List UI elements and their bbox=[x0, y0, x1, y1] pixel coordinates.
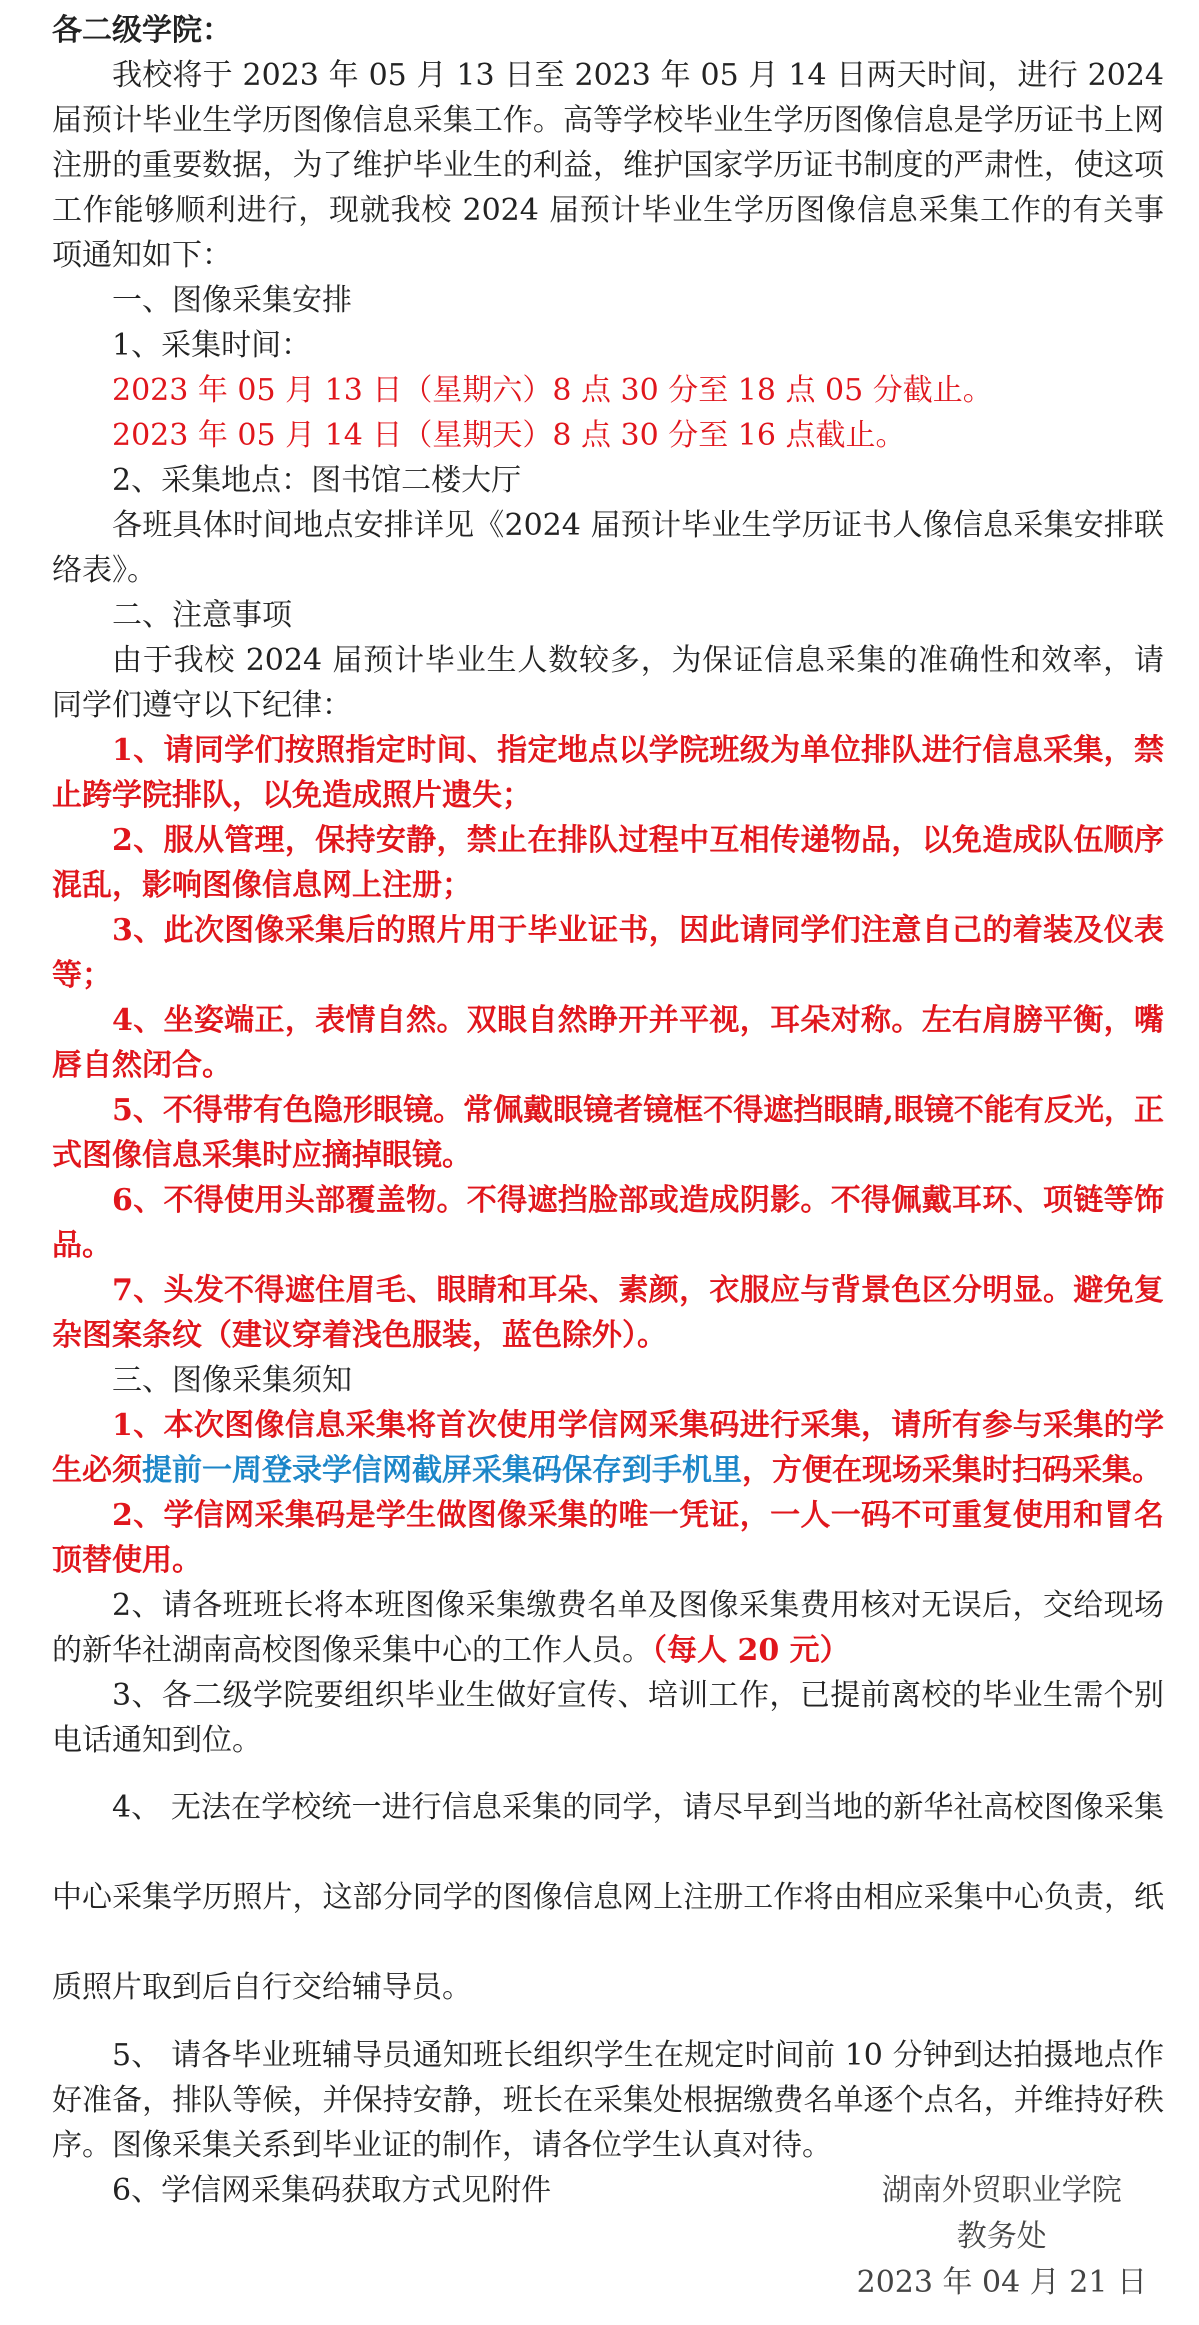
collection-code-item bbox=[52, 1403, 1164, 1493]
collection-code-text-post: ，方便在现场采集时扫码采集。 bbox=[742, 1453, 1162, 1488]
collection-location: 2、采集地点：图书馆二楼大厅 bbox=[112, 463, 522, 498]
section3-heading: 三、图像采集须知 bbox=[112, 1363, 352, 1398]
issuing-department: 教务处 bbox=[956, 2219, 1047, 2254]
rule-item: 4、坐姿端正，表情自然。双眼自然睁开并平视，耳朵对称。左右肩膀平衡，嘴唇自然闭合。 bbox=[52, 1003, 1164, 1083]
greeting: 各二级学院： bbox=[52, 13, 232, 48]
fee-note-text: 2、请各班班长将本班图像采集缴费名单及图像采集费用核对无误后，交给现场的新华社湖南高校图像采集中心的工作人员。 bbox=[52, 1588, 1164, 1668]
unique-code-item: 2、学信网采集码是学生做图像采集的唯一凭证，一人一码不可重复使用和冒名顶替使用。 bbox=[52, 1498, 1164, 1578]
issue-date: 2023 年 04 月 21 日 bbox=[856, 2265, 1147, 2300]
fee-note bbox=[52, 1583, 1164, 1673]
training-note: 3、各二级学院要组织毕业生做好宣传、培训工作，已提前离校的毕业生需个别电话通知到位。 bbox=[52, 1678, 1164, 1758]
counselor-note: 5、 请各毕业班辅导员通知班长组织学生在规定时间前 10 分钟到达拍摄地点作好准备，排队等候，并保持安静，班长在采集处根据缴费名单逐个点名，并维持好秩序。图像采集关系到毕业证的制作，请各位学生认真对待。 bbox=[52, 2038, 1164, 2163]
collection-code-text-pre: 1、本次图像信息采集将首次使用学信网采集码进行采集，请所有参与采集的学生必须 bbox=[52, 1408, 1164, 1488]
notice-document bbox=[52, 8, 1164, 2213]
rule-item: 5、不得带有色隐形眼镜。常佩戴眼镜者镜框不得遮挡眼睛,眼镜不能有反光，正式图像信息采集时应摘掉眼镜。 bbox=[52, 1093, 1164, 1173]
rule-item: 2、服从管理，保持安静，禁止在排队过程中互相传递物品，以免造成队伍顺序混乱，影响图像信息网上注册； bbox=[52, 823, 1164, 903]
section1-heading: 一、图像采集安排 bbox=[112, 283, 352, 318]
collection-date-2: 2023 年 05 月 14 日（星期天）8 点 30 分至 16 点截止。 bbox=[112, 418, 906, 453]
section2-heading: 二、注意事项 bbox=[112, 598, 292, 633]
attachment-note: 6、学信网采集码获取方式见附件 bbox=[112, 2173, 552, 2208]
section2-intro: 由于我校 2024 届预计毕业生人数较多，为保证信息采集的准确性和效率，请同学们遵守以下纪律： bbox=[52, 643, 1164, 723]
rule-item: 1、请同学们按照指定时间、指定地点以学院班级为单位排队进行信息采集，禁止跨学院排队，以免造成照片遗失； bbox=[52, 733, 1164, 813]
rule-item: 7、头发不得遮住眉毛、眼睛和耳朵、素颜，衣服应与背景色区分明显。避免复杂图案条纹（建议穿着浅色服装，蓝色除外）。 bbox=[52, 1273, 1164, 1353]
fee-amount: （每人 20 元） bbox=[652, 1633, 850, 1668]
intro-paragraph: 我校将于 2023 年 05 月 13 日至 2023 年 05 月 14 日两天时间，进行 2024 届预计毕业生学历图像信息采集工作。高等学校毕业生学历图像信息是学历证书上网注册的重要数据，为了维护毕业生的利益，维护国家学历证书制度的严肃性，使这项工作能够顺利进行，现就我校 2024 届预计毕业生学历图像信息采集工作的有关事项通知如下： bbox=[52, 58, 1164, 273]
collection-time-label: 1、采集时间： bbox=[112, 328, 312, 363]
schedule-note: 各班具体时间地点安排详见《2024 届预计毕业生学历证书人像信息采集安排联络表》。 bbox=[52, 508, 1164, 588]
signature-block bbox=[857, 2168, 1147, 2306]
collection-code-highlight: 提前一周登录学信网截屏采集码保存到手机里 bbox=[142, 1453, 742, 1488]
rule-item: 3、此次图像采集后的照片用于毕业证书，因此请同学们注意自己的着装及仪表等； bbox=[52, 913, 1164, 993]
rule-item: 6、不得使用头部覆盖物。不得遮挡脸部或造成阴影。不得佩戴耳环、项链等饰品。 bbox=[52, 1183, 1164, 1263]
collection-date-1: 2023 年 05 月 13 日（星期六）8 点 30 分至 18 点 05 分截止。 bbox=[112, 373, 993, 408]
issuing-organization: 湖南外贸职业学院 bbox=[881, 2173, 1122, 2208]
offsite-note: 4、 无法在学校统一进行信息采集的同学，请尽早到当地的新华社高校图像采集中心采集学历照片，这部分同学的图像信息网上注册工作将由相应采集中心负责，纸质照片取到后自行交给辅导员。 bbox=[52, 1790, 1164, 2005]
